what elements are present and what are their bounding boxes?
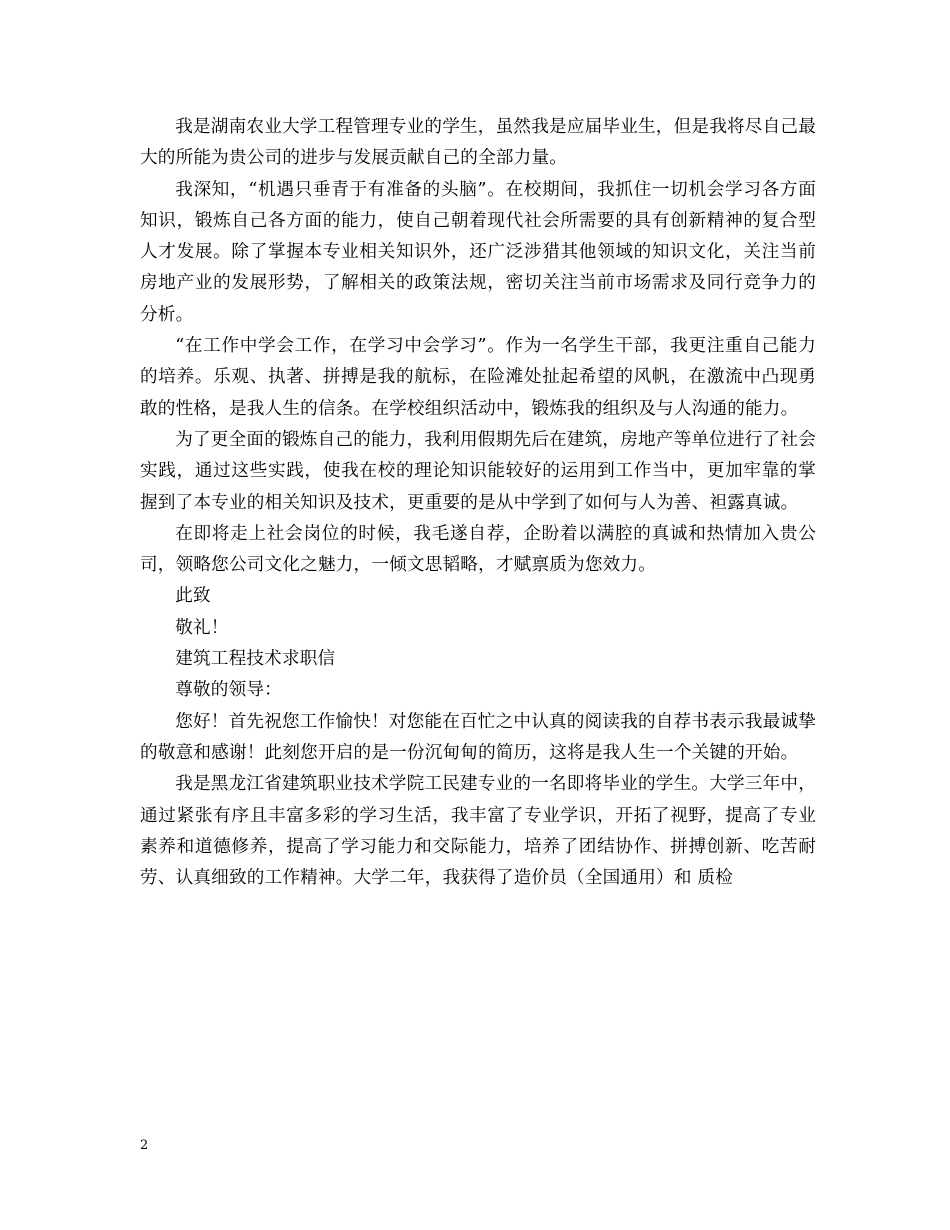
closing-salutation: 此致: [175, 586, 211, 607]
closing-regards: 敬礼！: [175, 617, 229, 638]
paragraph-practice: 为了更全面的锻炼自己的能力，我利用假期先后在建筑，房地产等单位进行了社会实践，通过这些实践，使我在校的理论知识能较好的运用到工作当中，更加牢靠的掌握到了本专业的相关知识及技术，更重要的是从中学到了如何与人为善、袒露真诚。: [140, 429, 816, 513]
paragraph-opening: 您好！首先祝您工作愉快！对您能在百忙之中认真的阅读我的自荐书表示我最诚挚的敬意和感谢！此刻您开启的是一份沉甸甸的简历，这将是我人生一个关键的开始。: [140, 711, 816, 763]
paragraph-self-recommend: 在即将走上社会岗位的时候，我毛遂自荐，企盼着以满腔的真诚和热情加入贵公司，领略您公司文化之魅力，一倾文思韬略，才赋禀质为您效力。: [140, 523, 816, 576]
letter-greeting: 尊敬的领导：: [175, 680, 282, 701]
letter-title: 建筑工程技术求职信: [175, 649, 336, 670]
paragraph-knowledge: 我深知，“机遇只垂青于有准备的头脑”。在校期间，我抓住一切机会学习各方面知识，锻炼自己各方面的能力，使自己朝着现代社会所需要的具有创新精神的复合型人才发展。除了掌握本专业相关知识外，还广泛涉猎其他领域的知识文化，关注当前房地产业的发展形势，了解相关的政策法规，密切关注当前市场需求及同行竞争力的分析。: [140, 179, 816, 325]
paragraph-ability: “在工作中学会工作，在学习中会学习”。作为一名学生干部，我更注重自己能力的培养。乐观、执著、拼搏是我的航标，在险滩处扯起希望的风帆，在激流中凸现勇敢的性格，是我人生的信条。在学校组织活动中，锻炼我的组织及与人沟通的能力。: [140, 336, 816, 419]
paragraph-intro: 我是湖南农业大学工程管理专业的学生，虽然我是应届毕业生，但是我将尽自己最大的所能为贵公司的进步与发展贡献自己的全部力量。: [140, 117, 816, 169]
document-body: [140, 112, 816, 894]
page-number: 2: [140, 1138, 149, 1153]
paragraph-background: 我是黑龙江省建筑职业技术学院工民建专业的一名即将毕业的学生。大学三年中，通过紧张有序且丰富多彩的学习生活，我丰富了专业学识，开拓了视野，提高了专业素养和道德修养，提高了学习能力和交际能力，培养了团结协作、拼搏创新、吃苦耐劳、认真细致的工作精神。大学二年，我获得了造价员（全国通用）和 质检: [140, 774, 816, 889]
